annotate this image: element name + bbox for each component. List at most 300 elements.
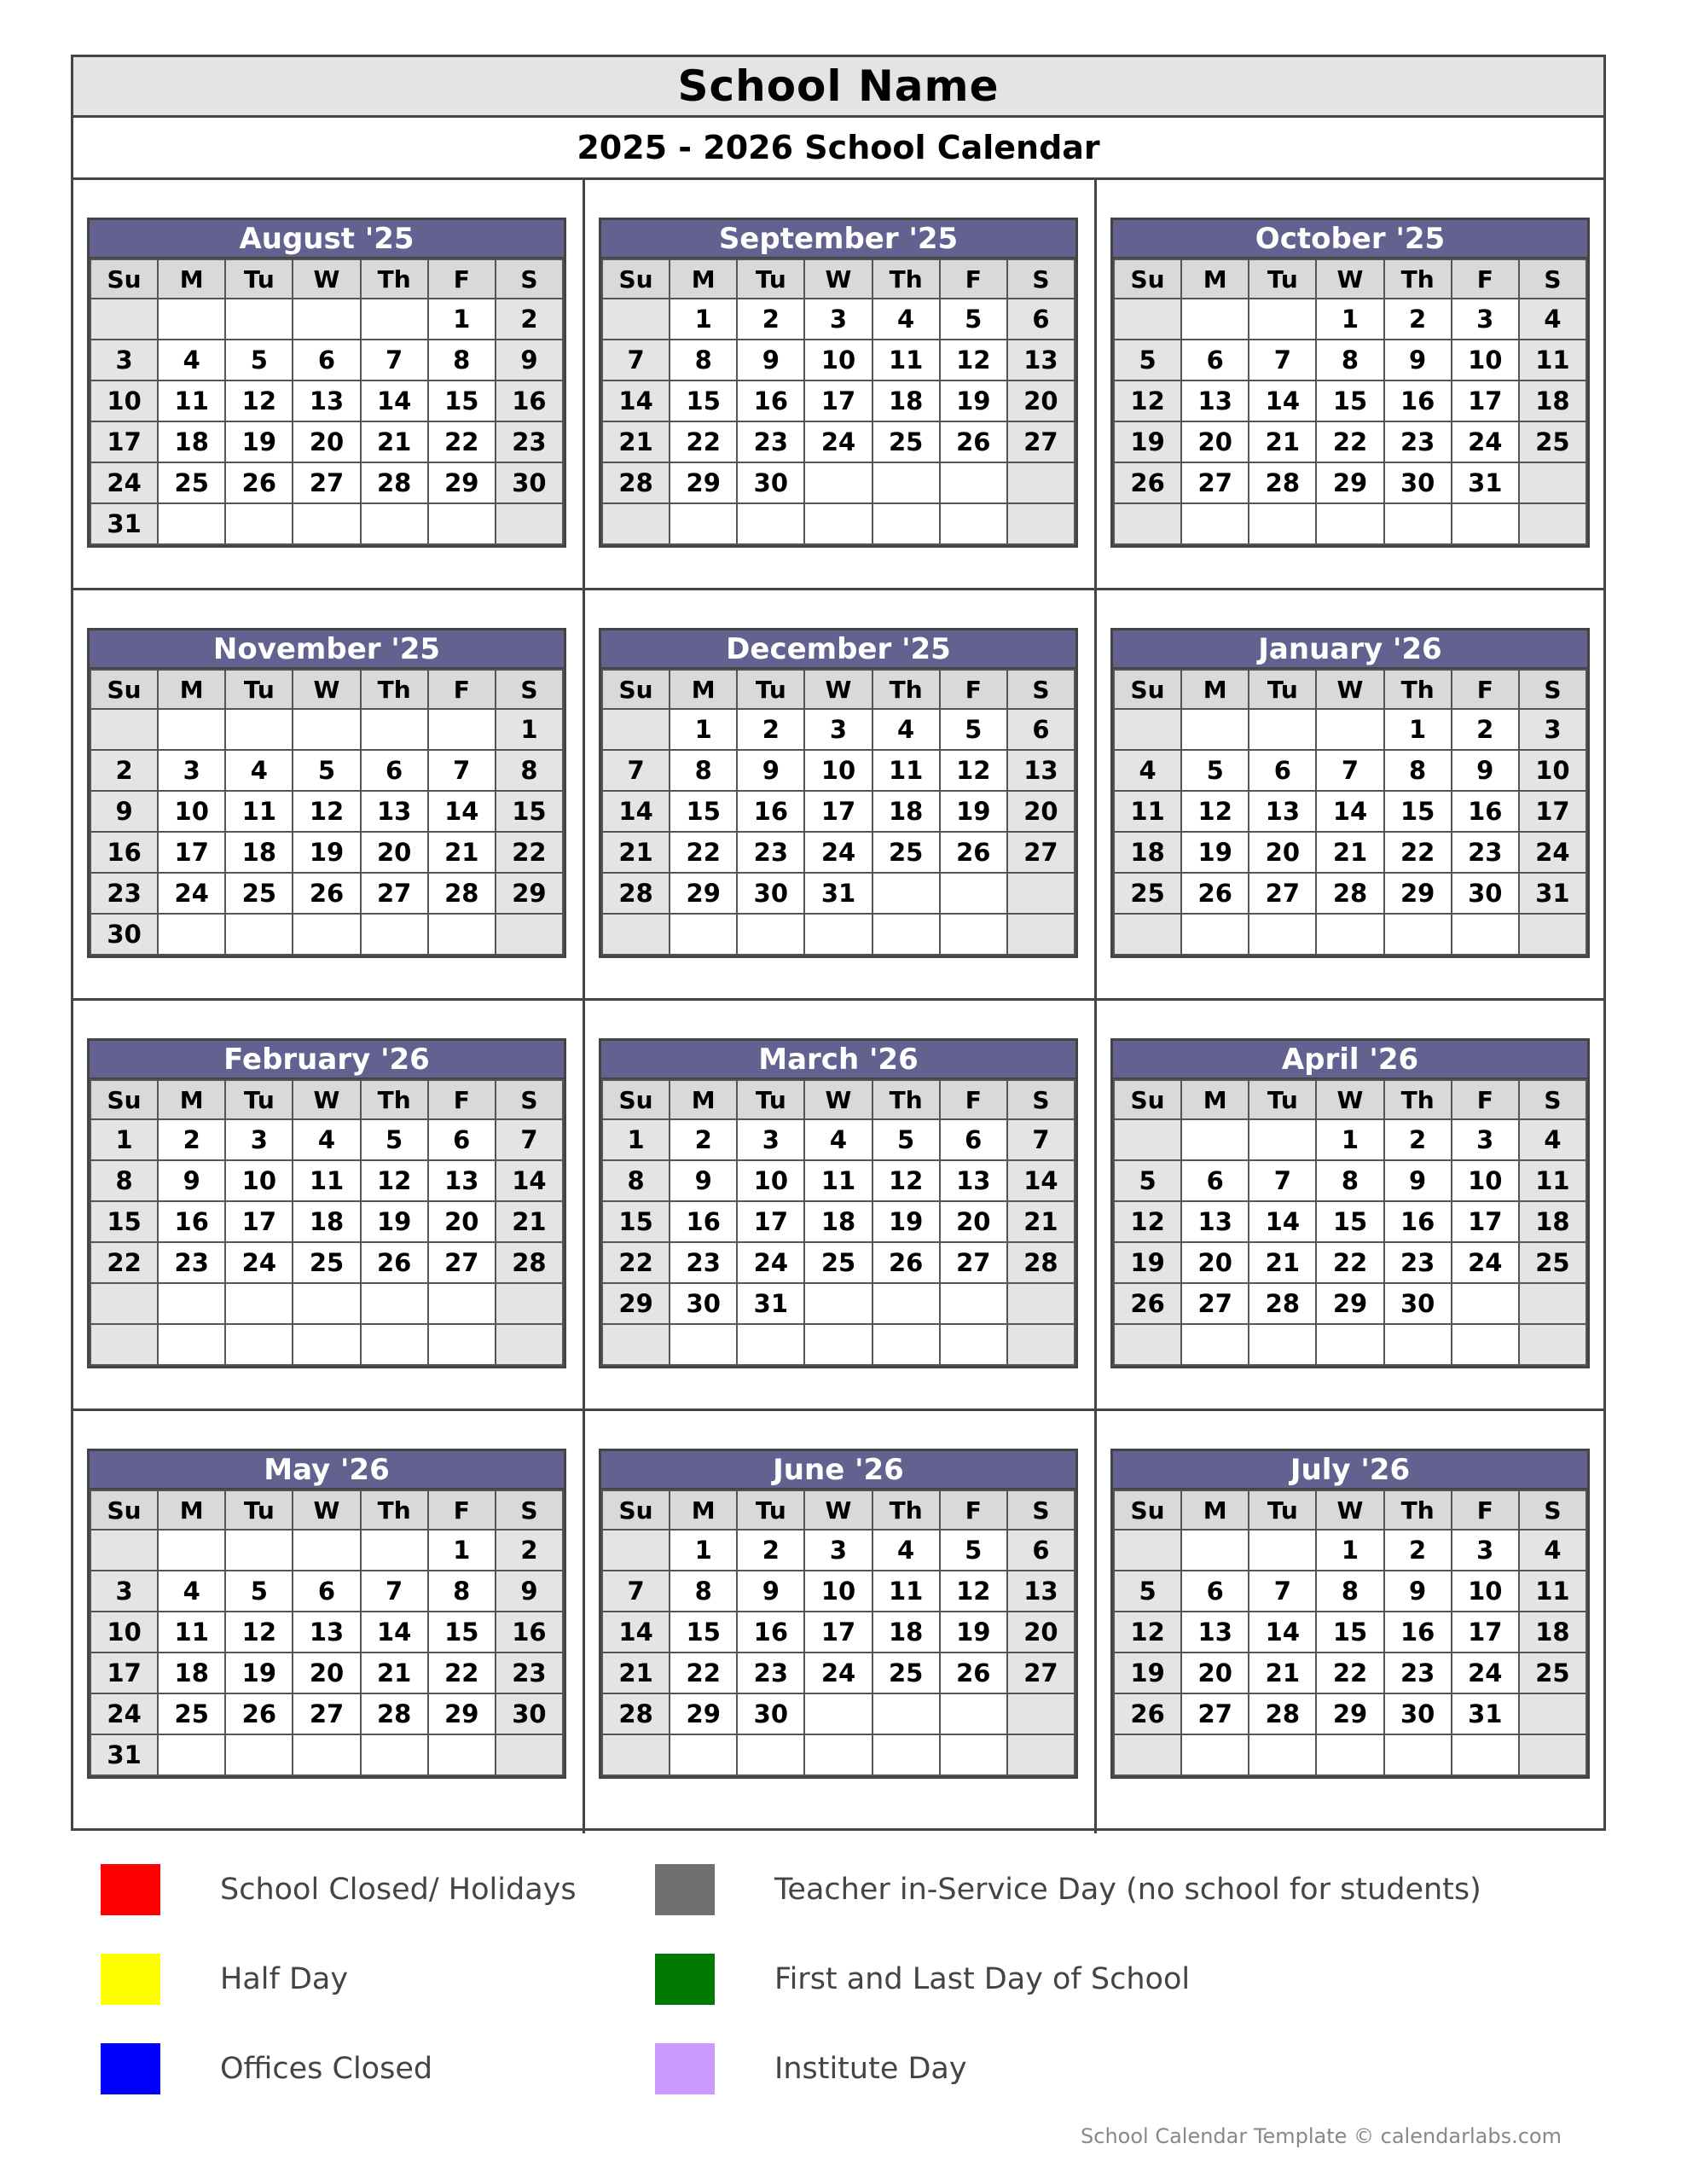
day-cell	[602, 503, 670, 544]
weekday-header: Tu	[737, 670, 804, 709]
day-cell: 6	[1181, 340, 1249, 380]
weekday-header: Tu	[1249, 670, 1316, 709]
weekday-header: Th	[361, 1490, 428, 1530]
day-cell	[158, 1283, 225, 1324]
weekday-header: W	[1316, 1080, 1383, 1119]
day-cell: 25	[872, 1653, 940, 1693]
week-row	[602, 1612, 1075, 1653]
day-cell: 3	[1519, 709, 1586, 750]
day-cell: 14	[602, 380, 670, 421]
weekday-header: W	[293, 670, 360, 709]
day-cell: 30	[1384, 1693, 1452, 1734]
day-cell: 25	[872, 832, 940, 873]
weekday-header: W	[804, 1490, 872, 1530]
day-cell	[1249, 1734, 1316, 1775]
weekday-header: M	[670, 1080, 737, 1119]
day-cell: 10	[225, 1160, 293, 1201]
weekday-header: M	[1181, 670, 1249, 709]
day-cell: 11	[1519, 1160, 1586, 1201]
day-cell	[1181, 503, 1249, 544]
day-cell: 29	[670, 1693, 737, 1734]
week-row	[90, 832, 563, 873]
day-cell	[496, 914, 563, 955]
day-cell	[1316, 503, 1383, 544]
day-cell: 15	[428, 380, 496, 421]
day-cell	[872, 1693, 940, 1734]
months-grid	[73, 180, 1603, 1833]
day-cell: 12	[361, 1160, 428, 1201]
day-cell: 13	[293, 1612, 360, 1653]
day-cell	[737, 503, 804, 544]
day-cell: 12	[1181, 791, 1249, 832]
day-cell: 25	[158, 1693, 225, 1734]
day-cell: 18	[872, 1612, 940, 1653]
day-cell: 3	[1452, 299, 1519, 340]
day-cell: 26	[872, 1242, 940, 1283]
day-cell: 12	[872, 1160, 940, 1201]
week-row	[1114, 791, 1586, 832]
day-cell: 4	[804, 1119, 872, 1160]
day-cell	[940, 1283, 1007, 1324]
weekday-header: Su	[602, 1080, 670, 1119]
day-cell: 22	[1384, 832, 1452, 873]
day-cell: 3	[804, 1530, 872, 1571]
week-row	[1114, 503, 1586, 544]
day-cell	[1249, 1119, 1316, 1160]
day-cell	[1316, 914, 1383, 955]
day-cell	[1519, 1734, 1586, 1775]
weekday-header: W	[293, 1080, 360, 1119]
week-row	[90, 1571, 563, 1612]
day-cell: 25	[1519, 1242, 1586, 1283]
month-title: May '26	[90, 1451, 564, 1490]
legend-swatch	[655, 1864, 715, 1915]
weekday-header: S	[1007, 1490, 1075, 1530]
day-cell	[225, 299, 293, 340]
day-cell: 26	[1114, 1693, 1181, 1734]
day-cell: 17	[1452, 380, 1519, 421]
month-title: September '25	[601, 220, 1075, 258]
day-cell: 22	[670, 832, 737, 873]
day-cell: 30	[90, 914, 158, 955]
day-cell: 26	[361, 1242, 428, 1283]
day-cell: 30	[737, 1693, 804, 1734]
day-cell	[872, 1324, 940, 1365]
weekday-header: S	[1007, 1080, 1075, 1119]
day-cell: 8	[1384, 750, 1452, 791]
day-cell: 17	[90, 1653, 158, 1693]
legend-label: First and Last Day of School	[774, 1962, 1191, 1996]
month-days-table	[601, 669, 1075, 956]
week-row	[1114, 873, 1586, 914]
day-cell	[1181, 709, 1249, 750]
day-cell: 13	[1007, 1571, 1075, 1612]
day-cell: 6	[361, 750, 428, 791]
day-cell	[158, 1324, 225, 1365]
day-cell: 13	[428, 1160, 496, 1201]
day-cell: 8	[90, 1160, 158, 1201]
weekday-header-row	[90, 1490, 563, 1530]
day-cell: 4	[1519, 1530, 1586, 1571]
day-cell: 10	[1452, 1160, 1519, 1201]
day-cell: 20	[361, 832, 428, 873]
legend-item	[655, 1954, 1190, 2005]
day-cell: 2	[1384, 299, 1452, 340]
day-cell	[293, 914, 360, 955]
day-cell: 20	[1181, 1653, 1249, 1693]
day-cell: 22	[1316, 1242, 1383, 1283]
month-title: August '25	[90, 220, 564, 258]
legend-label: Institute Day	[774, 2052, 967, 2086]
day-cell: 2	[737, 1530, 804, 1571]
week-row	[602, 462, 1075, 503]
weekday-header: Tu	[1249, 1080, 1316, 1119]
legend-label: Teacher in-Service Day (no school for students)	[774, 1873, 1481, 1907]
week-row	[602, 709, 1075, 750]
day-cell: 3	[804, 709, 872, 750]
day-cell: 21	[602, 832, 670, 873]
day-cell: 18	[804, 1201, 872, 1242]
day-cell: 2	[158, 1119, 225, 1160]
day-cell	[428, 1734, 496, 1775]
school-name: School Name	[73, 57, 1603, 118]
day-cell: 28	[361, 462, 428, 503]
day-cell: 5	[1114, 1160, 1181, 1201]
day-cell: 8	[670, 750, 737, 791]
month-cell	[1097, 590, 1603, 1001]
day-cell: 24	[1452, 421, 1519, 462]
day-cell: 31	[1519, 873, 1586, 914]
month-calendar	[1110, 218, 1590, 548]
day-cell: 11	[158, 1612, 225, 1653]
day-cell: 15	[428, 1612, 496, 1653]
day-cell	[1114, 1734, 1181, 1775]
day-cell: 2	[1384, 1530, 1452, 1571]
weekday-header: Su	[90, 1490, 158, 1530]
day-cell	[1007, 873, 1075, 914]
day-cell	[158, 709, 225, 750]
day-cell: 1	[670, 709, 737, 750]
day-cell: 19	[1181, 832, 1249, 873]
month-title: February '26	[90, 1041, 564, 1079]
month-days-table	[1113, 669, 1587, 956]
weekday-header: W	[1316, 259, 1383, 299]
day-cell	[428, 1283, 496, 1324]
day-cell: 24	[1519, 832, 1586, 873]
week-row	[602, 1324, 1075, 1365]
day-cell: 8	[496, 750, 563, 791]
day-cell: 7	[361, 1571, 428, 1612]
day-cell: 18	[293, 1201, 360, 1242]
day-cell: 26	[225, 462, 293, 503]
day-cell	[293, 1283, 360, 1324]
day-cell: 31	[1452, 1693, 1519, 1734]
day-cell: 15	[1316, 380, 1383, 421]
weekday-header: S	[1519, 670, 1586, 709]
day-cell: 2	[90, 750, 158, 791]
day-cell	[1181, 1324, 1249, 1365]
day-cell	[293, 1324, 360, 1365]
day-cell	[428, 914, 496, 955]
month-title: April '26	[1113, 1041, 1587, 1079]
weekday-header: Th	[361, 1080, 428, 1119]
day-cell	[940, 873, 1007, 914]
week-row	[602, 914, 1075, 955]
day-cell: 24	[90, 1693, 158, 1734]
day-cell: 11	[872, 1571, 940, 1612]
month-title: March '26	[601, 1041, 1075, 1079]
day-cell: 27	[1007, 421, 1075, 462]
day-cell	[1007, 1324, 1075, 1365]
weekday-header: M	[670, 1490, 737, 1530]
day-cell: 3	[804, 299, 872, 340]
day-cell: 19	[940, 380, 1007, 421]
week-row	[1114, 1693, 1586, 1734]
legend-swatch	[655, 1954, 715, 2005]
day-cell: 18	[1114, 832, 1181, 873]
day-cell: 18	[225, 832, 293, 873]
day-cell: 7	[496, 1119, 563, 1160]
day-cell	[496, 1283, 563, 1324]
day-cell: 27	[1007, 832, 1075, 873]
weekday-header: S	[1519, 259, 1586, 299]
month-days-table	[601, 1490, 1075, 1776]
day-cell	[361, 1734, 428, 1775]
week-row	[90, 914, 563, 955]
week-row	[1114, 1324, 1586, 1365]
day-cell: 7	[602, 750, 670, 791]
day-cell	[1181, 1530, 1249, 1571]
day-cell	[1007, 914, 1075, 955]
week-row	[602, 791, 1075, 832]
weekday-header: Th	[872, 670, 940, 709]
day-cell: 16	[737, 791, 804, 832]
day-cell	[1384, 503, 1452, 544]
day-cell: 12	[940, 1571, 1007, 1612]
day-cell	[428, 709, 496, 750]
day-cell: 10	[90, 380, 158, 421]
day-cell: 16	[158, 1201, 225, 1242]
day-cell: 17	[158, 832, 225, 873]
day-cell	[1519, 1693, 1586, 1734]
day-cell: 27	[428, 1242, 496, 1283]
day-cell	[872, 873, 940, 914]
day-cell: 25	[293, 1242, 360, 1283]
day-cell: 5	[225, 1571, 293, 1612]
day-cell: 22	[428, 1653, 496, 1693]
day-cell	[361, 299, 428, 340]
day-cell: 19	[1114, 1242, 1181, 1283]
week-row	[90, 1693, 563, 1734]
day-cell: 5	[361, 1119, 428, 1160]
day-cell: 19	[225, 421, 293, 462]
day-cell: 9	[90, 791, 158, 832]
day-cell: 21	[428, 832, 496, 873]
day-cell: 17	[1452, 1612, 1519, 1653]
day-cell	[361, 503, 428, 544]
day-cell: 9	[1384, 340, 1452, 380]
week-row	[1114, 832, 1586, 873]
weekday-header: M	[158, 259, 225, 299]
day-cell: 23	[737, 1653, 804, 1693]
day-cell: 22	[670, 421, 737, 462]
month-cell	[585, 1001, 1097, 1411]
day-cell: 26	[940, 1653, 1007, 1693]
day-cell	[496, 503, 563, 544]
day-cell: 11	[1519, 1571, 1586, 1612]
month-cell	[73, 1411, 585, 1833]
weekday-header: F	[428, 670, 496, 709]
day-cell: 23	[670, 1242, 737, 1283]
month-cell	[1097, 180, 1603, 590]
day-cell: 6	[1249, 750, 1316, 791]
day-cell: 29	[428, 462, 496, 503]
day-cell: 2	[496, 299, 563, 340]
day-cell	[737, 914, 804, 955]
day-cell	[940, 503, 1007, 544]
month-days-table	[90, 1079, 564, 1366]
calendar-title: 2025 - 2026 School Calendar	[73, 118, 1603, 180]
week-row	[1114, 462, 1586, 503]
month-cell	[73, 180, 585, 590]
day-cell	[1452, 914, 1519, 955]
day-cell	[225, 1734, 293, 1775]
day-cell: 4	[872, 1530, 940, 1571]
weekday-header-row	[1114, 670, 1586, 709]
day-cell: 4	[872, 709, 940, 750]
month-calendar	[1110, 628, 1590, 958]
day-cell: 25	[225, 873, 293, 914]
legend-swatch	[101, 2043, 160, 2094]
day-cell: 27	[940, 1242, 1007, 1283]
day-cell	[602, 914, 670, 955]
day-cell: 30	[496, 1693, 563, 1734]
weekday-header: Su	[602, 670, 670, 709]
day-cell	[428, 1324, 496, 1365]
day-cell: 11	[804, 1160, 872, 1201]
day-cell	[602, 299, 670, 340]
day-cell	[804, 1693, 872, 1734]
weekday-header: Tu	[225, 1080, 293, 1119]
day-cell: 5	[940, 1530, 1007, 1571]
weekday-header: F	[1452, 670, 1519, 709]
day-cell: 6	[1007, 709, 1075, 750]
day-cell: 9	[496, 340, 563, 380]
day-cell: 30	[1384, 462, 1452, 503]
day-cell	[804, 1734, 872, 1775]
weekday-header: F	[1452, 1490, 1519, 1530]
weekday-header: Su	[90, 670, 158, 709]
day-cell: 17	[225, 1201, 293, 1242]
month-title: October '25	[1113, 220, 1587, 258]
week-row	[90, 1201, 563, 1242]
day-cell: 1	[1316, 299, 1383, 340]
day-cell: 6	[1007, 299, 1075, 340]
legend-label: Offices Closed	[220, 2052, 433, 2086]
day-cell	[361, 914, 428, 955]
week-row	[602, 299, 1075, 340]
day-cell: 5	[940, 709, 1007, 750]
day-cell: 1	[1316, 1530, 1383, 1571]
week-row	[90, 1734, 563, 1775]
week-row	[90, 791, 563, 832]
day-cell: 2	[1384, 1119, 1452, 1160]
day-cell: 10	[1519, 750, 1586, 791]
week-row	[90, 1119, 563, 1160]
day-cell: 7	[602, 1571, 670, 1612]
day-cell: 2	[670, 1119, 737, 1160]
month-days-table	[90, 669, 564, 956]
month-calendar	[599, 628, 1078, 958]
day-cell: 19	[225, 1653, 293, 1693]
day-cell: 19	[940, 791, 1007, 832]
day-cell: 22	[1316, 1653, 1383, 1693]
legend-item	[655, 2043, 967, 2094]
day-cell: 14	[602, 1612, 670, 1653]
day-cell	[872, 914, 940, 955]
day-cell: 26	[940, 832, 1007, 873]
day-cell: 26	[1181, 873, 1249, 914]
day-cell: 17	[737, 1201, 804, 1242]
day-cell	[1114, 709, 1181, 750]
week-row	[90, 1283, 563, 1324]
day-cell: 7	[428, 750, 496, 791]
day-cell	[1114, 1530, 1181, 1571]
day-cell: 18	[1519, 1612, 1586, 1653]
day-cell: 29	[1384, 873, 1452, 914]
day-cell	[90, 1530, 158, 1571]
day-cell: 18	[872, 791, 940, 832]
day-cell: 16	[1384, 1201, 1452, 1242]
weekday-header: S	[1519, 1490, 1586, 1530]
weekday-header: F	[1452, 1080, 1519, 1119]
day-cell: 4	[1114, 750, 1181, 791]
day-cell: 23	[496, 1653, 563, 1693]
day-cell: 27	[1181, 1283, 1249, 1324]
legend-swatch	[101, 1954, 160, 2005]
week-row	[602, 1242, 1075, 1283]
day-cell	[1249, 914, 1316, 955]
day-cell: 11	[225, 791, 293, 832]
day-cell: 3	[225, 1119, 293, 1160]
day-cell: 11	[1114, 791, 1181, 832]
weekday-header: Tu	[737, 1490, 804, 1530]
day-cell: 16	[737, 1612, 804, 1653]
weekday-header: Th	[872, 1490, 940, 1530]
week-row	[1114, 421, 1586, 462]
weekday-header: M	[158, 1080, 225, 1119]
day-cell: 5	[1114, 340, 1181, 380]
weekday-header: Su	[602, 1490, 670, 1530]
day-cell	[1181, 914, 1249, 955]
week-row	[90, 340, 563, 380]
day-cell: 17	[804, 791, 872, 832]
day-cell: 5	[872, 1119, 940, 1160]
day-cell: 12	[293, 791, 360, 832]
day-cell: 22	[670, 1653, 737, 1693]
week-row	[90, 503, 563, 544]
day-cell: 5	[940, 299, 1007, 340]
weekday-header-row	[602, 670, 1075, 709]
day-cell: 9	[1384, 1571, 1452, 1612]
weekday-header-row	[90, 259, 563, 299]
day-cell	[293, 503, 360, 544]
day-cell: 6	[428, 1119, 496, 1160]
day-cell	[293, 299, 360, 340]
day-cell: 12	[1114, 1201, 1181, 1242]
week-row	[90, 421, 563, 462]
day-cell: 18	[158, 1653, 225, 1693]
